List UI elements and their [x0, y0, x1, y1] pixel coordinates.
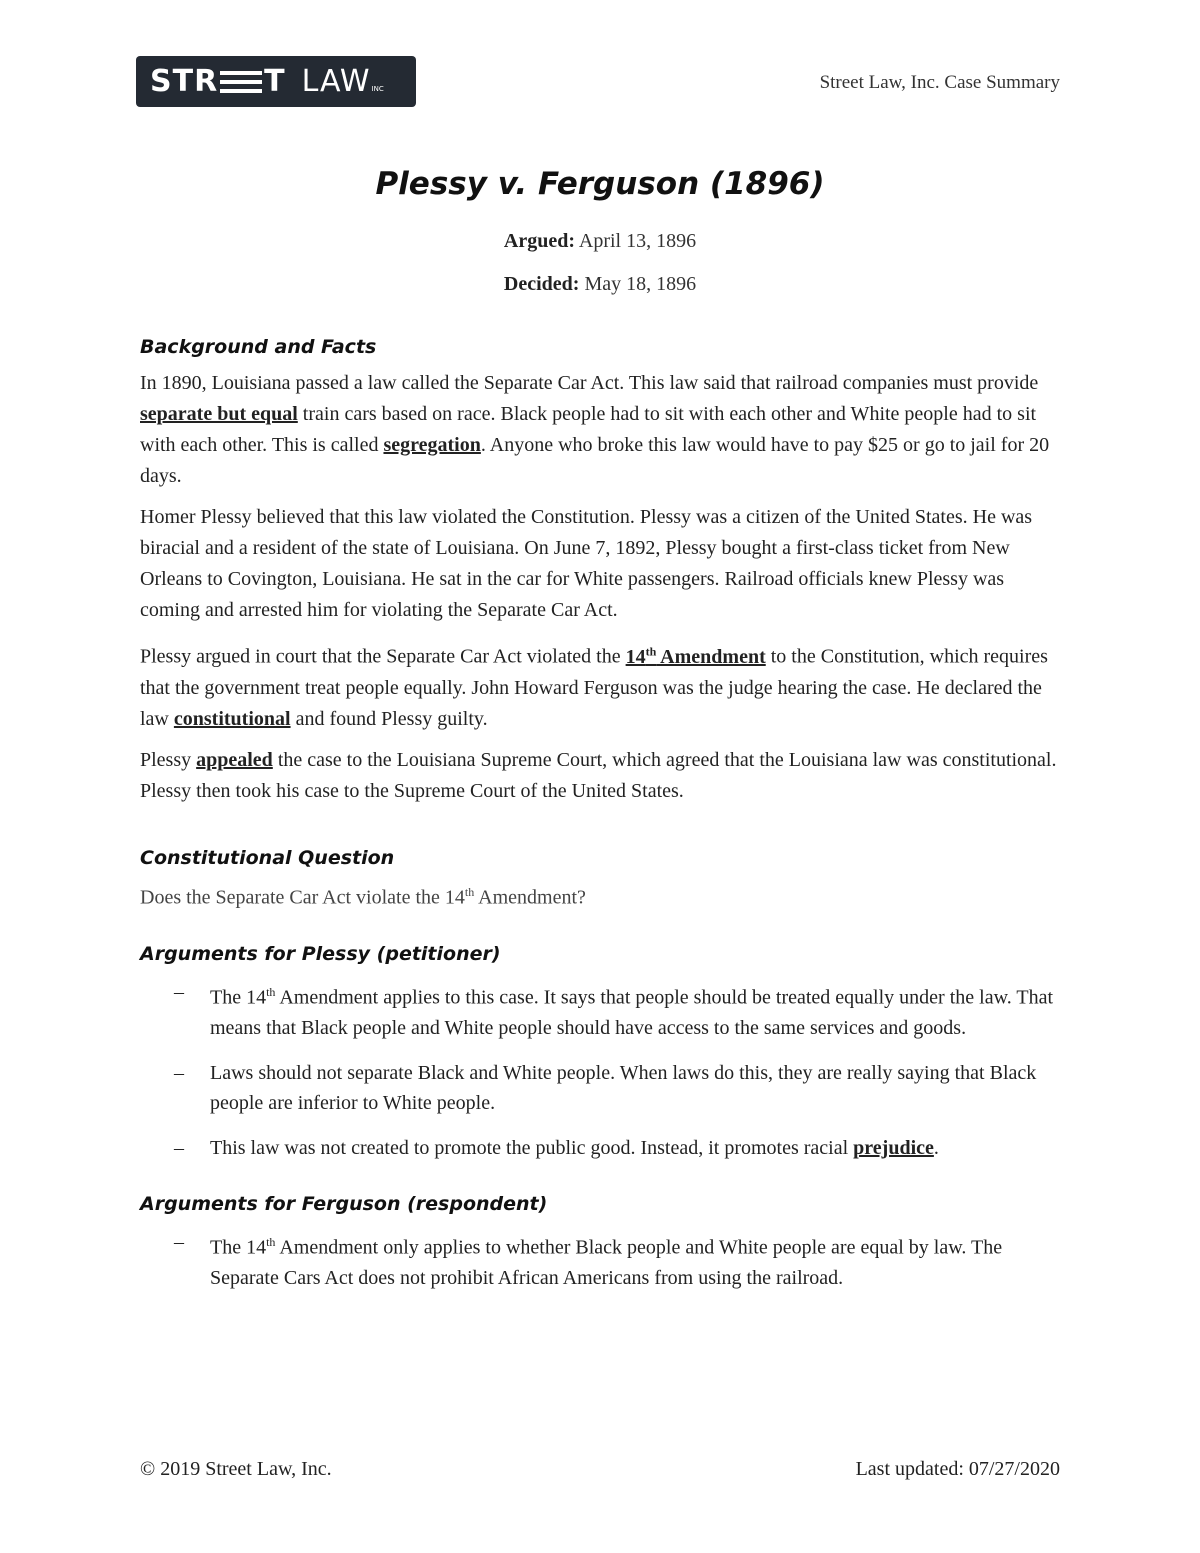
question-heading: Constitutional Question — [140, 846, 395, 869]
logo-text-str: STR — [150, 64, 219, 99]
term-14th-amendment: 14th Amendment — [625, 644, 766, 668]
list-item: – This law was not created to promote the public good. Instead, it promotes racial prejudice. — [174, 1136, 939, 1159]
footer-copyright: © 2019 Street Law, Inc. — [140, 1458, 332, 1480]
decided-label: Decided: — [503, 273, 580, 295]
list-item: – Laws should not separate Black and White people. When laws do this, they are really saying that Black people are inferior to White people. — [174, 1061, 1037, 1114]
background-paragraph-2: Homer Plessy believed that this law violated the Constitution. Plessy was a citizen of the United States. He was biracial and a resident of the state of Louisiana. On June 7, 1892, Plessy bought a first-class ticket from New Orleans to Covington, Louisiana. He sat in the car for White passengers. Railroad officials knew Plessy was coming and arrested him for violating the Separate Car Act. — [140, 506, 1033, 621]
background-paragraph-4: Plessy appealed the case to the Louisiana Supreme Court, which agreed that the Louisiana law was constitutional. Plessy then took his case to the Supreme Court of the United States. — [140, 748, 1057, 802]
background-paragraph-3: Plessy argued in court that the Separate Car Act violated the 14th Amendment to the Constitution, which requires that the government treat people equally. John Howard Ferguson was the judge hearing the case. He declared the law constitutional and found Plessy guilty. — [140, 644, 1048, 730]
term-segregation: segregation — [383, 434, 481, 456]
logo-bars-icon — [220, 71, 262, 93]
decided-line — [0, 273, 1200, 296]
document-body — [140, 336, 1060, 1293]
plessy-arguments-list — [140, 977, 1060, 1163]
street-law-logo — [136, 56, 416, 107]
ferguson-arguments-heading: Arguments for Ferguson (respondent) — [140, 1192, 548, 1215]
decided-date: May 18, 1896 — [584, 273, 697, 295]
background-heading: Background and Facts — [140, 336, 377, 358]
term-constitutional: constitutional — [173, 707, 291, 730]
logo-text-t: T — [264, 64, 286, 99]
list-item: – The 14th Amendment applies to this case. It says that people should be treated equally under the law. That means that Black people and White people should have access to the same services and goods. — [174, 981, 1054, 1039]
argued-label: Argued: — [503, 230, 575, 252]
argued-line — [0, 230, 1200, 253]
logo-text-inc: INC — [371, 85, 384, 93]
term-separate-but-equal: separate but equal — [140, 403, 298, 425]
question-text: Does the Separate Car Act violate the 14th Amendment? — [140, 884, 586, 909]
list-item: – The 14th Amendment only applies to whether Black people and White people are equal by law. The Separate Cars Act does not prohibit African Americans from using the railroad. — [174, 1230, 1003, 1289]
header-case-summary: Street Law, Inc. Case Summary — [819, 72, 1060, 93]
footer-last-updated: Last updated: 07/27/2020 — [855, 1458, 1060, 1480]
background-paragraph-1: In 1890, Louisiana passed a law called the Separate Car Act. This law said that railroad companies must provide separate but equal train cars based on race. Black people had to sit with each other and White people had to sit with each other. This is called segregation. Anyone who broke this law would have to pay $25 or go to jail for 20 days. — [140, 372, 1050, 487]
argued-date: April 13, 1896 — [578, 230, 697, 252]
ferguson-arguments-list — [140, 1227, 1060, 1293]
logo-text-law: LAW — [301, 64, 371, 99]
term-appealed: appealed — [196, 748, 273, 771]
page-title: Plessy v. Ferguson (1896) — [375, 166, 825, 202]
plessy-arguments-heading: Arguments for Plessy (petitioner) — [140, 943, 501, 966]
term-prejudice: prejudice — [853, 1136, 934, 1159]
